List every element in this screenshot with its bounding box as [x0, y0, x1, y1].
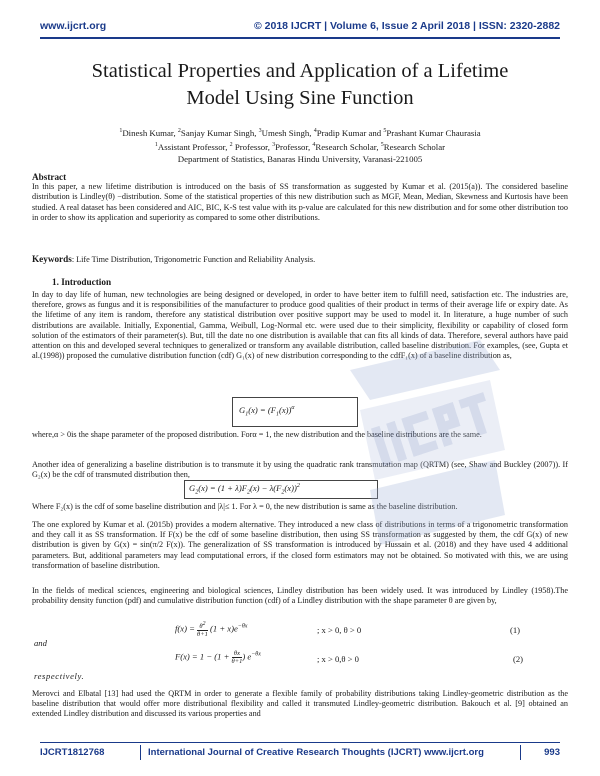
- equation-lindley-pdf: f(x) = $\frac{\theta^2}{\theta+1}$ $(1 + x)e^{-\theta x}$: [175, 621, 248, 639]
- footer-rule: [40, 742, 560, 743]
- footer-divider: [140, 745, 141, 760]
- title-line-2: Model Using Sine Function: [186, 87, 414, 109]
- equation-exp-generalized: $G_1(x) = (F_1(x))^\alpha$: [232, 397, 358, 427]
- intro-paragraph-2: where,α > 0is the shape parameter of the proposed distribution. Forα = 1, the new distribution and the baseline distributions are the same.: [32, 430, 482, 439]
- abstract-section: [32, 172, 568, 223]
- department: Department of Statistics, Banaras Hindu University, Varanasi-221005: [177, 153, 423, 164]
- footer-page-number: 993: [544, 747, 560, 758]
- running-header: [40, 20, 560, 36]
- equation-1-number: (1): [510, 625, 521, 635]
- intro-paragraph-7: Merovci and Elbatal [13] had used the QRTM in order to generate a flexible family of probability distributions taking Lindley-geometric distribution as the baseline distribution that would offer more distributional flexibility and called it transmuted Lindley-geometric distribution. Bakouch et al. [9] obtained an extended Lindley distribution and discussed its various properties and: [32, 689, 568, 719]
- intro-paragraph-6: In the fields of medical sciences, engineering and biological sciences, Lindley distribution has been widely used. It was introduced by Lindley (1958).The probability density function (pdf) and cumulative distribution function (cdf) of a Lindley distribution with the shape parameter θ are given by,: [32, 586, 568, 606]
- paper-title: [40, 58, 560, 112]
- equation-2-number: (2): [513, 654, 524, 664]
- keywords-label: Keywords: [32, 254, 72, 264]
- intro-paragraph-3: Another idea of generalizing a baseline distribution is to transmute it by using the quadratic rank transmutation map (QRTM) (see, Shaw and Buckley (2007)). If G₂(x) be the cdf of transmuted distribution then,: [32, 460, 568, 480]
- and-connector: and: [34, 638, 47, 648]
- header-rule: [40, 37, 560, 39]
- author-block: [40, 125, 560, 165]
- author-names: $^1$Dinesh Kumar, $^2$Sanjay Kumar Singh, $^3$Umesh Singh, $^4$Pradip Kumar and $^5$Prashant Kumar Chaurasia: [119, 127, 481, 138]
- footer-paper-id: IJCRT1812768: [40, 747, 105, 758]
- equation-transmuted: $G_2(x) = (1 + \lambda)F_2(x) - \lambda(F_2(x))^2$: [184, 480, 378, 499]
- abstract-heading: Abstract: [32, 172, 67, 182]
- footer-divider: [520, 745, 521, 760]
- ijcrt-watermark: [330, 300, 520, 550]
- respectively-connector: respectively.: [34, 671, 85, 681]
- intro-paragraph-5: The one explored by Kumar et al. (2015b) provides a modern alternative. They introduced a new class of distributions in terms of a trigonometric transformation and they call it as SS transformation. If F(x) be the cdf of some baseline distribution, then using SS transformation as suggested by them, the cdf G(x) of new distribution is given by G(x) = sin(π/2 F(x)). The generalization of SS transformation is introduced by Hussain et al. (2018) and they have used 4 additional parameters. But, additional parameters may lead computational errors, if the closed form estimators may not be obtained. So motivated with this, we are using transformation of baseline distribution.: [32, 520, 568, 570]
- abstract-text: In this paper, a new lifetime distribution is introduced on the basis of SS transformation as suggested by Kumar et al. (2015(a)). The considered baseline distribution is Lindley(θ) −distribution. Some of the statistical properties of this new distribution such as MGF, Mean, Median, Skewness and Kurtosis have been studied. A real dataset has been considered and AIC, BIC, K-S test value with its p-value are calculated for this new distribution and for some other distribution too in order to show its application and superiority as compared to some other distributions.: [32, 182, 568, 222]
- equation-2-condition: ; x > 0,θ > 0: [317, 654, 359, 664]
- intro-paragraph-1: In day to day life of human, new technologies are being designed or developed, in order to have better item to fulfill need, satisfaction etc. The industries are, therefore, grows as fungus and it is responsibilities of the manufacturer to produce good qualities of their product in terms of their average life or expiry date. As the lifetime of any item is random, therefore any statistical distribution over positive support may be used to model it. In literature, a huge number of such distributions are available. Initially, Exponential, Gamma, Weibull, Log-Normal etc. were used due to their simplicity, flexibility or capability of closed form solution of the estimators of their parameter(s). But, till the date no one distribution is available that can fits all kinds of data. Therefore, several authors have paid attention on this and developed several techniques to generalized or transform any available distribution, called baseline distribution. For examples, (see, Gupta et al.(1998)) proposed the cumulative distribution function (cdf) G₁(x) of new distribution corresponding to the cdfF₁(x) of a baseline distribution as,: [32, 290, 568, 361]
- title-line-1: Statistical Properties and Application of a Lifetime: [91, 60, 509, 82]
- footer-journal: International Journal of Creative Research Thoughts (IJCRT) www.ijcrt.org: [148, 747, 484, 758]
- header-site: www.ijcrt.org: [40, 20, 107, 32]
- keywords-line: [32, 254, 568, 265]
- header-citation: © 2018 IJCRT | Volume 6, Issue 2 April 2018 | ISSN: 2320-2882: [253, 20, 560, 32]
- intro-paragraph-4: Where F₂(x) is the cdf of some baseline distribution and |λ|≤ 1. For λ = 0, the new distribution is same as the baseline distribution.: [32, 502, 458, 511]
- page-footer: [40, 747, 560, 761]
- author-roles: $^1$Assistant Professor, $^2$ Professor, $^3$Professor, $^4$Research Scholar, $^5$Research Scholar: [154, 141, 446, 152]
- equation-1-condition: ; x > 0, θ > 0: [317, 625, 362, 635]
- keywords-text: : Life Time Distribution, Trigonometric Function and Reliability Analysis.: [71, 255, 316, 264]
- equation-lindley-cdf: F(x) = 1 − (1 + $\frac{\theta x}{\theta+1}$ ) $e^{-\theta x}$: [175, 650, 261, 665]
- intro-heading: 1. Introduction: [52, 277, 112, 287]
